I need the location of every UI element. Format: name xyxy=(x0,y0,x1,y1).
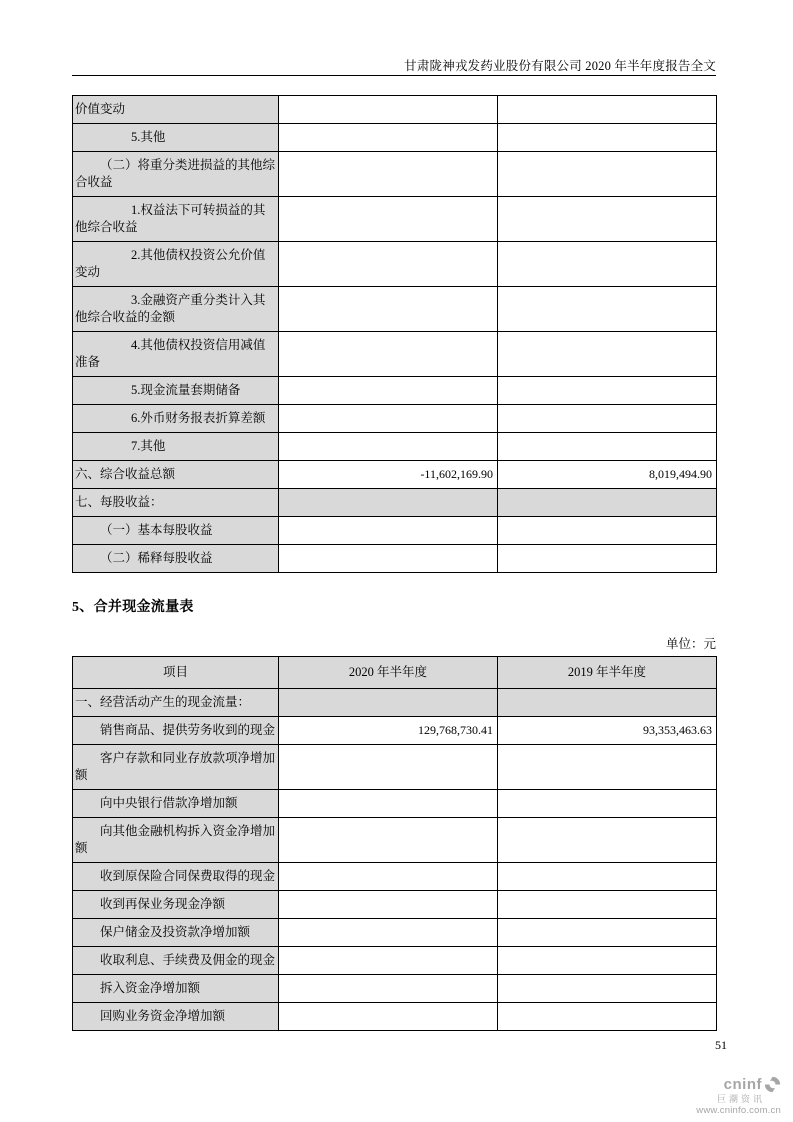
table-row xyxy=(73,717,717,745)
table-row xyxy=(73,124,717,152)
row-value xyxy=(279,242,498,287)
row-value: -11,602,169.90 xyxy=(279,461,498,489)
row-label: 客户存款和同业存放款项净增加额 xyxy=(73,745,279,790)
table-row xyxy=(73,975,717,1003)
row-value xyxy=(498,242,717,287)
section-title: 5、合并现金流量表 xyxy=(72,600,194,615)
row-value xyxy=(279,818,498,863)
row-value xyxy=(498,545,717,573)
row-value xyxy=(279,545,498,573)
row-label: （二）稀释每股收益 xyxy=(73,545,279,573)
cninfo-logo-row xyxy=(695,1076,781,1093)
row-value xyxy=(498,405,717,433)
table-row xyxy=(73,517,717,545)
row-label: 收到再保业务现金净额 xyxy=(73,891,279,919)
table-row xyxy=(73,745,717,790)
cninfo-logo xyxy=(695,1076,781,1116)
row-label: 向其他金融机构拆入资金净增加额 xyxy=(73,818,279,863)
page-number: 51 xyxy=(715,1038,727,1052)
row-label: 5.其他 xyxy=(73,124,279,152)
row-value xyxy=(498,745,717,790)
table-row xyxy=(73,377,717,405)
cninfo-swirl-icon xyxy=(764,1076,781,1093)
row-value xyxy=(279,891,498,919)
row-value xyxy=(279,124,498,152)
row-value xyxy=(498,124,717,152)
row-label: 保户储金及投资款净增加额 xyxy=(73,919,279,947)
table-row xyxy=(73,891,717,919)
table-row xyxy=(73,545,717,573)
table-row xyxy=(73,818,717,863)
row-label: 7.其他 xyxy=(73,433,279,461)
row-label: 拆入资金净增加额 xyxy=(73,975,279,1003)
table-row xyxy=(73,332,717,377)
column-header: 项目 xyxy=(73,657,279,689)
row-label: 收到原保险合同保费取得的现金 xyxy=(73,863,279,891)
row-value xyxy=(498,377,717,405)
row-label: 4.其他债权投资信用减值准备 xyxy=(73,332,279,377)
row-value xyxy=(279,489,498,517)
table-row xyxy=(73,197,717,242)
row-label: 一、经营活动产生的现金流量： xyxy=(73,689,279,717)
row-label: （二）将重分类进损益的其他综合收益 xyxy=(73,152,279,197)
table-row xyxy=(73,489,717,517)
row-label: 回购业务资金净增加额 xyxy=(73,1003,279,1031)
row-label: 2.其他债权投资公允价值变动 xyxy=(73,242,279,287)
comprehensive-income-table xyxy=(72,95,717,573)
row-value xyxy=(498,332,717,377)
row-value xyxy=(279,975,498,1003)
row-value xyxy=(279,287,498,332)
page-header-title: 甘肃陇神戎发药业股份有限公司 2020 年半年度报告全文 xyxy=(404,59,716,73)
row-value xyxy=(498,790,717,818)
header-rule xyxy=(72,75,716,76)
row-label: 六、综合收益总额 xyxy=(73,461,279,489)
comprehensive-income-table-body xyxy=(73,96,717,573)
row-value xyxy=(498,975,717,1003)
row-value xyxy=(279,332,498,377)
row-value xyxy=(279,919,498,947)
table-row xyxy=(73,863,717,891)
row-value: 129,768,730.41 xyxy=(279,717,498,745)
row-value xyxy=(279,745,498,790)
cash-flow-table xyxy=(72,656,717,1031)
unit-label: 单位：元 xyxy=(665,637,716,651)
row-value xyxy=(498,891,717,919)
cninfo-url: www.cninfo.com.cn xyxy=(696,1105,781,1116)
row-label: （一）基本每股收益 xyxy=(73,517,279,545)
table-row xyxy=(73,461,717,489)
column-header: 2020 年半年度 xyxy=(279,657,498,689)
table-row xyxy=(73,689,717,717)
row-label: 七、每股收益： xyxy=(73,489,279,517)
row-label: 收取利息、手续费及佣金的现金 xyxy=(73,947,279,975)
row-label: 6.外币财务报表折算差额 xyxy=(73,405,279,433)
row-value xyxy=(279,689,498,717)
cninfo-brand-text: cninf xyxy=(723,1076,762,1093)
cash-flow-table-head xyxy=(73,657,717,689)
table-row xyxy=(73,1003,717,1031)
table-row xyxy=(73,152,717,197)
row-value xyxy=(279,790,498,818)
cash-flow-table-body xyxy=(73,689,717,1031)
row-value xyxy=(279,863,498,891)
row-label: 销售商品、提供劳务收到的现金 xyxy=(73,717,279,745)
row-value xyxy=(279,405,498,433)
row-value xyxy=(279,377,498,405)
table-row xyxy=(73,790,717,818)
cninfo-chinese-name: 巨潮资讯 xyxy=(716,1094,765,1104)
table-row xyxy=(73,919,717,947)
row-value xyxy=(498,863,717,891)
header-row xyxy=(73,657,717,689)
row-value xyxy=(279,1003,498,1031)
row-value xyxy=(498,287,717,332)
row-label: 1.权益法下可转损益的其他综合收益 xyxy=(73,197,279,242)
row-value xyxy=(498,517,717,545)
row-value xyxy=(279,152,498,197)
row-value xyxy=(498,197,717,242)
row-label: 价值变动 xyxy=(73,96,279,124)
row-label: 5.现金流量套期储备 xyxy=(73,377,279,405)
row-value xyxy=(279,947,498,975)
row-value xyxy=(498,96,717,124)
row-value xyxy=(279,96,498,124)
row-value xyxy=(498,1003,717,1031)
row-value xyxy=(498,152,717,197)
table-row xyxy=(73,96,717,124)
column-header: 2019 年半年度 xyxy=(498,657,717,689)
row-value xyxy=(498,433,717,461)
row-value xyxy=(279,517,498,545)
row-value xyxy=(498,489,717,517)
row-value xyxy=(279,433,498,461)
row-value xyxy=(498,818,717,863)
row-value: 93,353,463.63 xyxy=(498,717,717,745)
row-value xyxy=(498,947,717,975)
row-value: 8,019,494.90 xyxy=(498,461,717,489)
table-row xyxy=(73,947,717,975)
table-row xyxy=(73,433,717,461)
row-value xyxy=(279,197,498,242)
table-row xyxy=(73,405,717,433)
table-row xyxy=(73,242,717,287)
row-value xyxy=(498,689,717,717)
row-label: 向中央银行借款净增加额 xyxy=(73,790,279,818)
table-row xyxy=(73,287,717,332)
row-label: 3.金融资产重分类计入其他综合收益的金额 xyxy=(73,287,279,332)
row-value xyxy=(498,919,717,947)
